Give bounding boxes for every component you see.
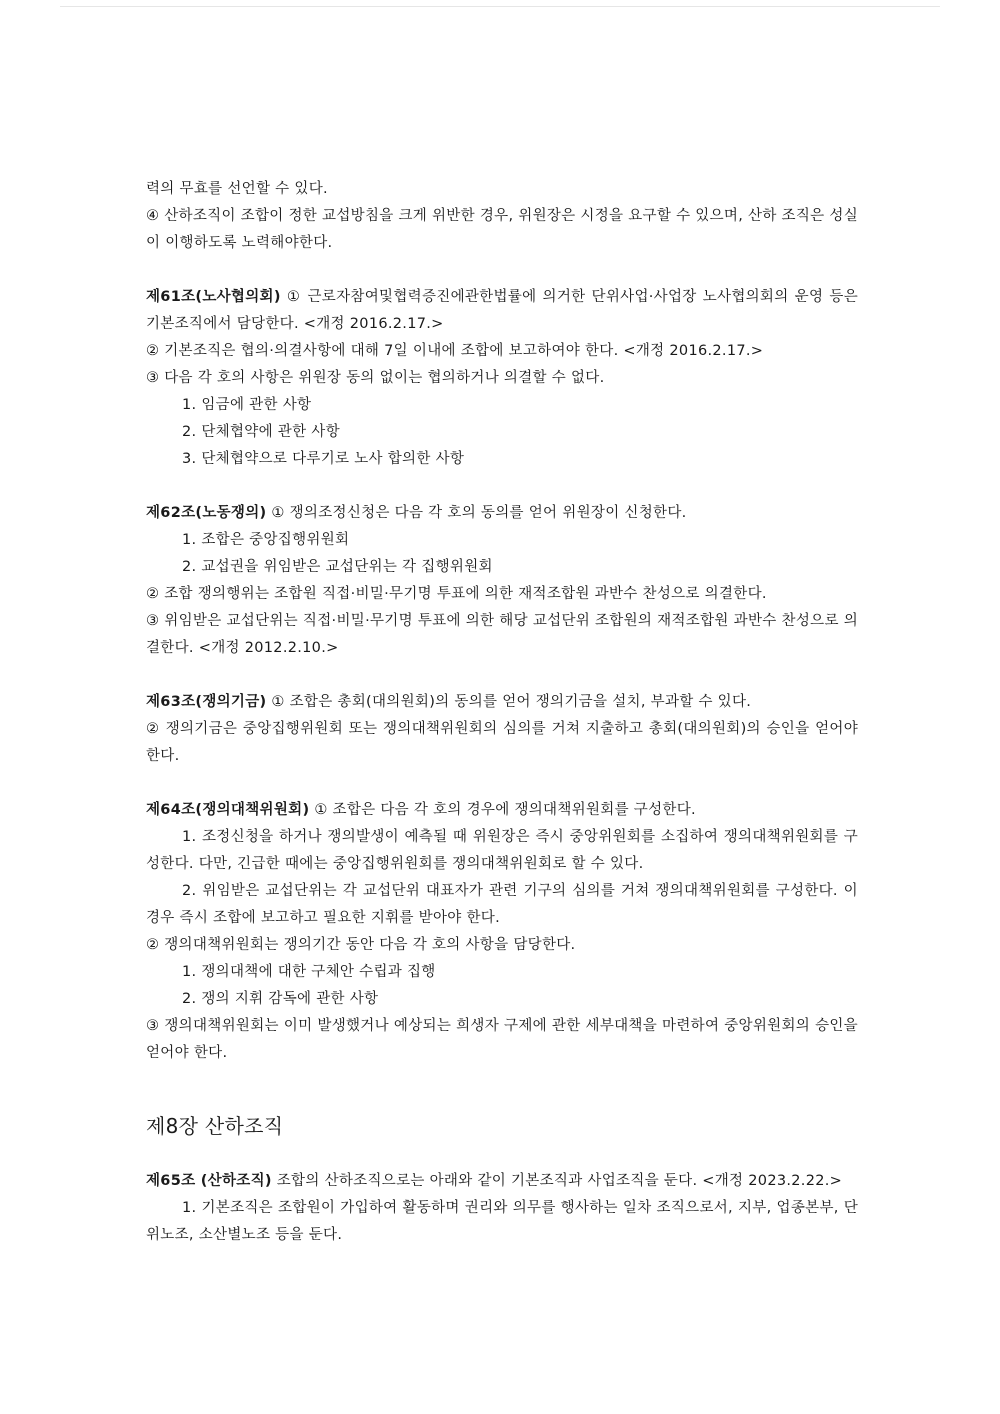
list-item: 1. 조합은 중앙집행위원회 (182, 532, 350, 548)
list-item: 1. 기본조직은 조합원이 가입하여 활동하며 권리와 의무를 행사하는 일차 조직으로서, 지부, 업종본부, 단위노조, 소산별노조 등을 둔다. (146, 1200, 858, 1243)
article-65: 제65조 (산하조직) 조합의 산하조직으로는 아래와 같이 기본조직과 사업조직을 둔다. <개정 2023.2.22.> (146, 1173, 843, 1189)
article-title: 제64조(쟁의대책위원회) (146, 802, 310, 818)
list-item: 3. 단체협약으로 다루기로 노사 합의한 사항 (182, 451, 465, 467)
article-62: 제62조(노동쟁의) ① 쟁의조정신청은 다음 각 호의 동의를 얻어 위원장이 신청한다. (146, 505, 687, 521)
article-title: 제65조 (산하조직) (146, 1173, 272, 1189)
paragraph: ③ 위임받은 교섭단위는 직접·비밀·무기명 투표에 의한 해당 교섭단위 조합원의 재적조합원 과반수 찬성으로 의결한다. <개정 2012.2.10.> (146, 613, 858, 656)
list-item: 2. 단체협약에 관한 사항 (182, 424, 340, 440)
document-body (146, 176, 858, 1249)
article-63: 제63조(쟁의기금) ① 조합은 총회(대의원회)의 동의를 얻어 쟁의기금을 설치, 부과할 수 있다. (146, 694, 752, 710)
article-title: 제62조(노동쟁의) (146, 505, 267, 521)
paragraph: ④ 산하조직이 조합이 정한 교섭방침을 크게 위반한 경우, 위원장은 시정을 요구할 수 있으며, 산하 조직은 성실이 이행하도록 노력해야한다. (146, 208, 858, 251)
article-title: 제63조(쟁의기금) (146, 694, 267, 710)
list-item: 1. 쟁의대책에 대한 구체안 수립과 집행 (182, 964, 436, 980)
paragraph: ② 쟁의기금은 중앙집행위원회 또는 쟁의대책위원회의 심의를 거쳐 지출하고 총회(대의원회)의 승인을 얻어야 한다. (146, 721, 858, 764)
article-64: 제64조(쟁의대책위원회) ① 조합은 다음 각 호의 경우에 쟁의대책위원회를 구성한다. (146, 802, 696, 818)
paragraph: ③ 쟁의대책위원회는 이미 발생했거나 예상되는 희생자 구제에 관한 세부대책을 마련하여 중앙위원회의 승인을 얻어야 한다. (146, 1018, 858, 1061)
article-title: 제61조(노사협의회) (146, 289, 281, 305)
chapter-heading: 제8장 산하조직 (146, 1114, 284, 1138)
list-item: 2. 교섭권을 위임받은 교섭단위는 각 집행위원회 (182, 559, 493, 575)
scan-edge-line (60, 6, 940, 7)
paragraph: ② 기본조직은 협의·의결사항에 대해 7일 이내에 조합에 보고하여야 한다. <개정 2016.2.17.> (146, 343, 764, 359)
paragraph: ② 쟁의대책위원회는 쟁의기간 동안 다음 각 호의 사항을 담당한다. (146, 937, 576, 953)
paragraph: ② 조합 쟁의행위는 조합원 직접·비밀·무기명 투표에 의한 재적조합원 과반수 찬성으로 의결한다. (146, 586, 767, 602)
article-61: 제61조(노사협의회) ① 근로자참여및협력증진에관한법률에 의거한 단위사업·사업장 노사협의회의 운영 등은 기본조직에서 담당한다. <개정 2016.2.17.> (146, 289, 858, 332)
paragraph: 력의 무효를 선언할 수 있다. (146, 181, 328, 197)
paragraph: ③ 다음 각 호의 사항은 위원장 동의 없이는 협의하거나 의결할 수 없다. (146, 370, 605, 386)
list-item: 2. 위임받은 교섭단위는 각 교섭단위 대표자가 관련 기구의 심의를 거쳐 쟁의대책위원회를 구성한다. 이 경우 즉시 조합에 보고하고 필요한 지휘를 받아야 한다. (146, 883, 858, 926)
list-item: 1. 임금에 관한 사항 (182, 397, 312, 413)
list-item: 1. 조정신청을 하거나 쟁의발생이 예측될 때 위원장은 즉시 중앙위원회를 소집하여 쟁의대책위원회를 구성한다. 다만, 긴급한 때에는 중앙집행위원회를 쟁의대책위원회로 할 수 있다. (146, 829, 858, 872)
list-item: 2. 쟁의 지휘 감독에 관한 사항 (182, 991, 379, 1007)
